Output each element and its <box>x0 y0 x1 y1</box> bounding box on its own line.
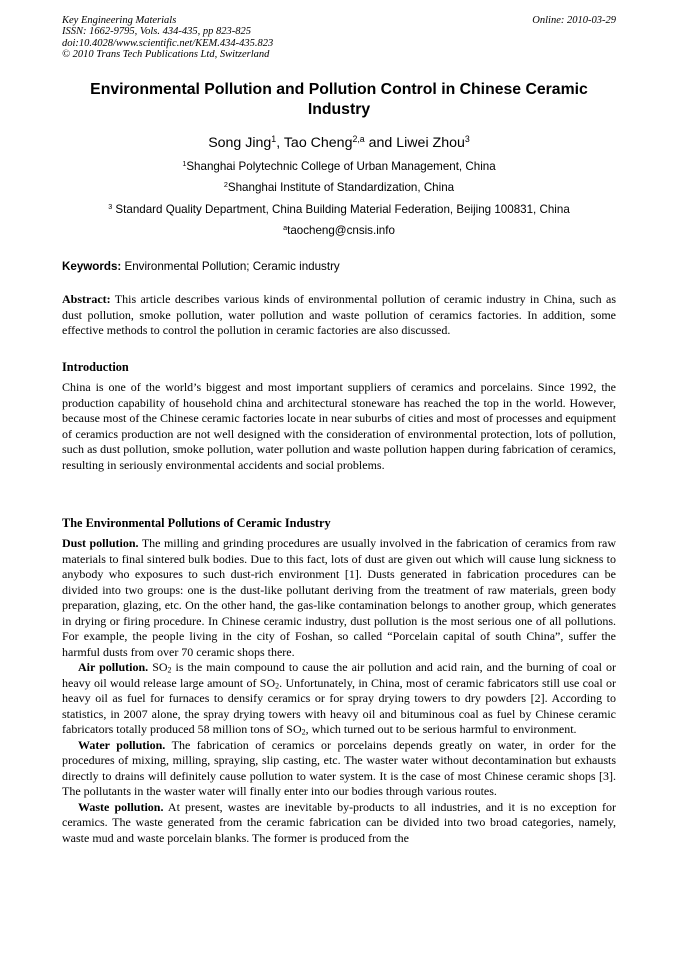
introduction-body <box>62 380 616 473</box>
water-text: The fabrication of ceramics or porcelains depends greatly on water, in order for the procedures of mixing, milling, spraying, slip casting, etc. The waster water without decontamination but exhausts directly to drains will definitely cause pollution to water system. It is the case of most Chinese ceramic shops [3]. The pollutants in the waster water will finally enter into our bodies through various routes. <box>62 737 616 798</box>
air-paragraph <box>62 660 616 738</box>
water-paragraph <box>62 738 616 800</box>
author-email <box>62 224 616 238</box>
section-heading: The Environmental Pollutions of Ceramic Industry <box>62 516 331 530</box>
author-superscript: 2,a <box>352 134 365 145</box>
abstract-text: This article describes various kinds of environmental pollution of ceramic industry in China, such as dust pollution, smoke pollution, water pollution and waste pollution of ceramics factories. In addition, some effective methods to control the pollution in ceramic factories are also discussed. <box>62 292 616 337</box>
paper-title: Environmental Pollution and Pollution Control in Chinese Ceramic Industry <box>90 81 588 118</box>
author-name: Liwei Zhou <box>396 135 465 151</box>
air-text-3: , which turned out to be serious harmful to environment. <box>305 722 577 736</box>
air-label: Air pollution. <box>78 660 149 674</box>
dust-text: The milling and grinding procedures are usually involved in the fabrication of ceramics from raw materials to final sintered bulk bodies. Due to this fact, lots of dust are given out which will cause lung sickness to anybody who exposures to such dust-rich environment [1]. Dusts generated in fabrication procedures can be divided into two groups: one is the dust-like pollutant deriving from the treatment of raw materials, green body preparation, glazing, etc. On the other hand, the gas-like contamination belongs to another group, which generates in drying or firing procedure. In Chinese ceramic industry, dust pollution is the most serious one of all pollutions. For example, the people living in the city of Foshan, so called “Porcelain capital of south China”, suffer the harmful dusts from over 70 ceramic shops there. <box>62 536 616 659</box>
author-separator: , <box>276 135 284 151</box>
author-separator: and <box>364 135 397 151</box>
abstract-label: Abstract: <box>62 292 111 306</box>
author-superscript: 1 <box>271 134 277 145</box>
affiliation-text: Shanghai Institute of Standardization, China <box>227 181 455 194</box>
author-list <box>62 134 616 152</box>
so2-formula: $SO_2$ <box>259 675 280 691</box>
waste-label: Waste pollution. <box>78 799 164 814</box>
journal-doi: doi:10.4028/www.scientific.net/KEM.434-435.823 <box>62 37 274 49</box>
journal-name: Key Engineering Materials <box>62 15 177 26</box>
so2-formula: $SO_2$ <box>286 722 306 737</box>
author-name: Tao Cheng <box>283 135 353 151</box>
email-text: taocheng@cnsis.info <box>287 224 395 237</box>
affiliation-superscript: 3 <box>108 202 113 212</box>
email-superscript: a <box>283 223 288 233</box>
affiliation <box>62 203 616 217</box>
waste-text: At present, wastes are inevitable by-products to all industries, and it is no exception for ceramics. The waste generated from the ceramic fabrication can be divided into two broad categories, namely, waste mud and waste porcelain blanks. The former is produced from the <box>62 799 616 845</box>
journal-issn: ISSN: 1662-9795, Vols. 434-435, pp 823-825 <box>62 26 251 38</box>
affiliation-text: Shanghai Polytechnic College of Urban Management, China <box>186 160 496 173</box>
dust-label: Dust pollution. <box>62 536 139 550</box>
affiliation <box>62 160 616 174</box>
section-body <box>62 536 616 846</box>
affiliation-text: Standard Quality Department, China Building Material Federation, Beijing 100831, China <box>112 203 570 216</box>
affiliation-superscript: 2 <box>223 180 228 190</box>
abstract <box>62 292 616 339</box>
author-name: Song Jing <box>208 135 272 151</box>
keywords-text: Environmental Pollution; Ceramic industry <box>121 260 340 273</box>
dust-paragraph <box>62 536 616 660</box>
affiliation <box>62 181 616 195</box>
keywords-label: Keywords: <box>62 260 122 273</box>
introduction-heading: Introduction <box>62 360 129 374</box>
keywords <box>62 260 616 274</box>
affiliation-superscript: 1 <box>182 159 187 169</box>
water-label: Water pollution. <box>78 737 166 752</box>
waste-paragraph <box>62 800 616 847</box>
journal-header <box>62 15 616 60</box>
introduction-paragraph: China is one of the world’s biggest and most important suppliers of ceramics and porcelains. Since 1992, the production capability of household china and architectural stoneware has reached the top in the world. However, because most of the Chinese ceramic factories locate in near suburbs of cities and most of processes and equipment of ceramics production are not well designed with the consideration of environmental protection, lots of pollution, such as dust pollution, smoke pollution, water pollution and waste pollution happen during fabrication of ceramics, resulting in seriously environmental accidents and social problems. <box>62 380 616 472</box>
air-text-1: is the main compound to cause the air pollution and acid rain, and the burning of coal or heavy oil would release large amount of <box>62 660 617 690</box>
online-date: Online: 2010-03-29 <box>532 15 616 26</box>
journal-copyright: © 2010 Trans Tech Publications Ltd, Switzerland <box>62 48 270 60</box>
author-superscript: 3 <box>464 134 470 145</box>
so2-formula: $SO_2$ <box>152 660 172 675</box>
air-text-2: . Unfortunately, in China, most of ceramic fabricators still use coal or heavy oil as fuel for furnaces to densify ceramics or for spray drying towers to dry powders [2]. According to statistics, in 2007 alone, the spray drying towers with heavy oil and bituminous coal as fuel by Chinese ceramic fabricators totally produced 58 million tons of <box>62 675 616 736</box>
